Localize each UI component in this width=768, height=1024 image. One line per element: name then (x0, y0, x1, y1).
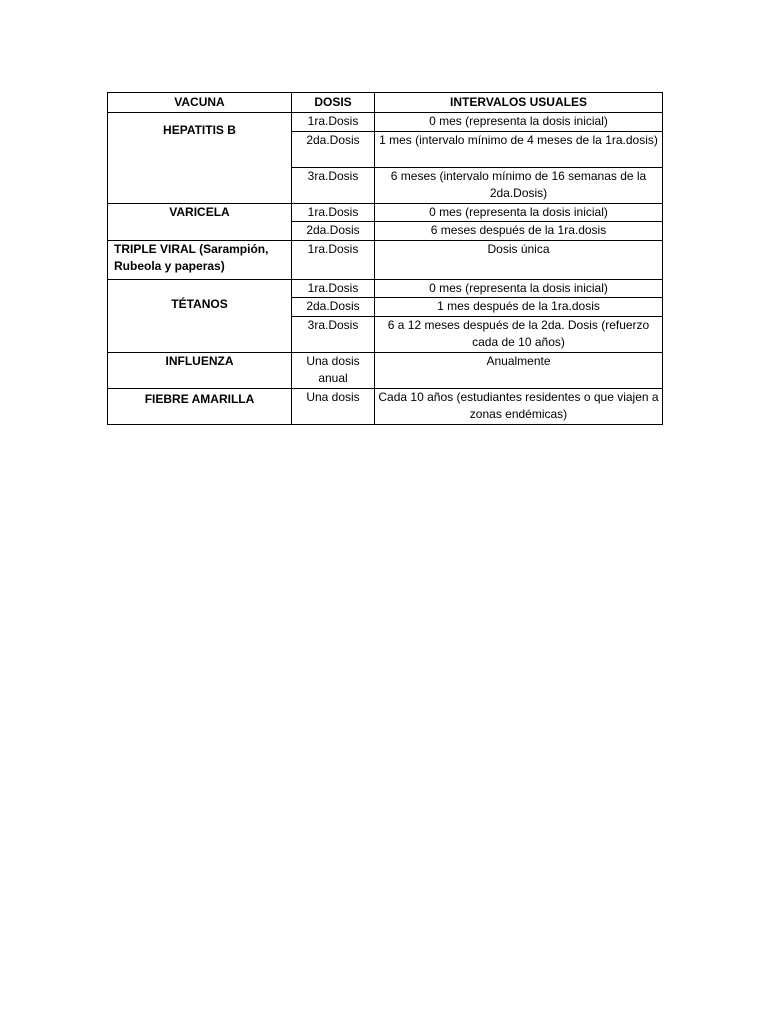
table-row (108, 113, 663, 132)
interval-text: 0 mes (representa la dosis inicial) (375, 113, 663, 132)
table-row (108, 352, 663, 388)
interval-text: Dosis única (375, 240, 663, 279)
interval-text: 0 mes (representa la dosis inicial) (375, 279, 663, 298)
interval-text: 6 a 12 meses después de la 2da. Dosis (refuerzo cada de 10 años) (375, 316, 663, 352)
header-vacuna: VACUNA (108, 93, 292, 113)
vaccine-name-varicela: VARICELA (108, 203, 292, 240)
interval-text: 6 meses (intervalo mínimo de 16 semanas de la 2da.Dosis) (375, 167, 663, 203)
interval-text: 1 mes (intervalo mínimo de 4 meses de la 1ra.dosis) (375, 131, 663, 167)
vaccine-name-triple-viral: TRIPLE VIRAL (Sarampión, Rubeola y paperas) (108, 240, 292, 279)
dose-label: Una dosis anual (292, 352, 375, 388)
table-header-row (108, 93, 663, 113)
dose-label: 2da.Dosis (292, 298, 375, 317)
interval-text: Anualmente (375, 352, 663, 388)
interval-text: 0 mes (representa la dosis inicial) (375, 203, 663, 222)
dose-label: 3ra.Dosis (292, 167, 375, 203)
dose-label: 2da.Dosis (292, 222, 375, 241)
dose-label: 1ra.Dosis (292, 279, 375, 298)
vaccine-name-influenza: INFLUENZA (108, 352, 292, 388)
interval-text: 1 mes después de la 1ra.dosis (375, 298, 663, 317)
dose-label: 3ra.Dosis (292, 316, 375, 352)
dose-label: 1ra.Dosis (292, 203, 375, 222)
table-row (108, 240, 663, 279)
vaccine-name-hepatitis-b: HEPATITIS B (108, 113, 292, 204)
vaccine-schedule-table (107, 92, 663, 425)
dose-label: Una dosis (292, 388, 375, 424)
header-dosis: DOSIS (292, 93, 375, 113)
vaccine-name-fiebre-amarilla: FIEBRE AMARILLA (108, 388, 292, 424)
table-row (108, 388, 663, 424)
vaccine-name-tetanos: TÉTANOS (108, 279, 292, 352)
interval-text: Cada 10 años (estudiantes residentes o que viajen a zonas endémicas) (375, 388, 663, 424)
header-intervalos: INTERVALOS USUALES (375, 93, 663, 113)
table-row (108, 203, 663, 222)
dose-label: 1ra.Dosis (292, 240, 375, 279)
interval-text: 6 meses después de la 1ra.dosis (375, 222, 663, 241)
table-row (108, 279, 663, 298)
dose-label: 2da.Dosis (292, 131, 375, 167)
dose-label: 1ra.Dosis (292, 113, 375, 132)
